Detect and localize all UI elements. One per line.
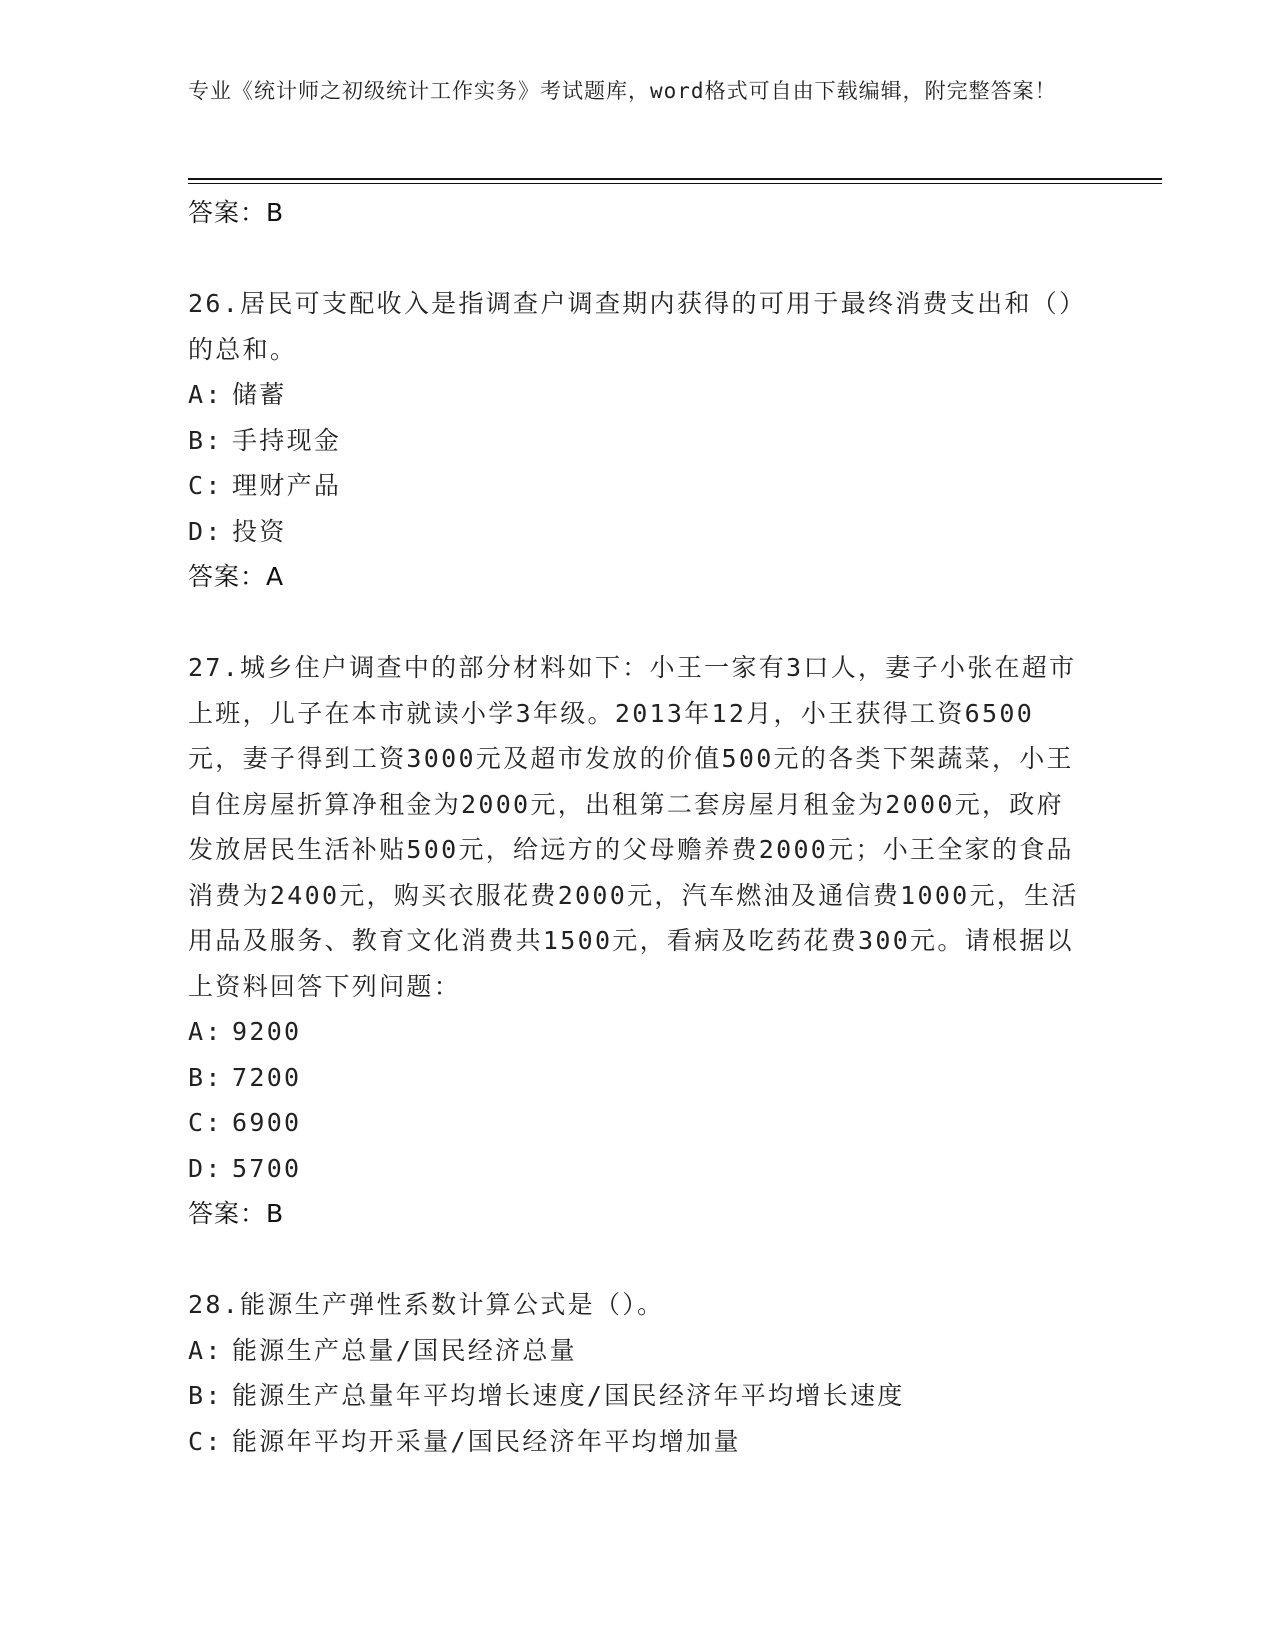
question-28 — [188, 1282, 1088, 1464]
option-key: A: — [188, 380, 223, 409]
option-key: A: — [188, 1335, 223, 1365]
option-text: 理财产品 — [232, 471, 342, 500]
option-a — [188, 372, 1088, 418]
question-stem: 27.城乡住户调查中的部分材料如下：小王一家有3口人，妻子小张在超市上班，儿子在本市就读小学3年级。2013年12月，小王获得工资6500元，妻子得到工资3000元及超市发放的价值500元的各类下架蔬菜，小王自住房屋折算净租金为2000元，出租第二套房屋月租金为2000元，政府发放居民生活补贴500元，给远方的父母赡养费2000元；小王全家的食品消费为2400元，购买衣服花费2000元，汽车燃油及通信费1000元，生活用品及服务、教育文化消费共1500元，看病及吃药花费300元。请根据以上资料回答下列问题： — [188, 653, 1079, 1001]
option-c — [188, 463, 1088, 509]
option-key: C: — [188, 1108, 223, 1137]
option-key: C: — [188, 1426, 223, 1456]
option-text: 7200 — [232, 1062, 302, 1092]
option-key: B: — [188, 425, 223, 455]
option-text: 投资 — [232, 516, 287, 546]
answer: 答案：A — [188, 562, 285, 591]
option-b — [188, 1373, 1088, 1419]
option-key: D: — [188, 1153, 223, 1183]
question-stem: 28.能源生产弹性系数计算公式是（）。 — [188, 1290, 665, 1319]
option-text: 能源生产总量年平均增长速度/国民经济年平均增长速度 — [232, 1381, 905, 1410]
option-text: 能源生产总量/国民经济总量 — [232, 1335, 577, 1365]
option-key: C: — [188, 471, 223, 500]
previous-answer: 答案：B — [188, 198, 285, 227]
option-a — [188, 1009, 1088, 1055]
option-key: B: — [188, 1062, 223, 1092]
option-text: 手持现金 — [232, 425, 342, 455]
option-b — [188, 418, 1088, 464]
option-key: A: — [188, 1017, 223, 1046]
option-d — [188, 1146, 1088, 1192]
option-text: 储蓄 — [232, 380, 287, 409]
question-27 — [188, 645, 1088, 1236]
option-a — [188, 1328, 1088, 1374]
option-text: 6900 — [232, 1108, 302, 1137]
header-divider-thick — [188, 178, 1162, 180]
question-stem: 26.居民可支配收入是指调查户调查期内获得的可用于最终消费支出和（）的总和。 — [188, 289, 1087, 364]
answer: 答案：B — [188, 1199, 285, 1228]
option-text: 9200 — [232, 1017, 302, 1046]
option-key: D: — [188, 516, 223, 546]
option-text: 能源年平均开采量/国民经济年平均增加量 — [232, 1426, 741, 1456]
question-26 — [188, 281, 1088, 599]
option-text: 5700 — [232, 1153, 302, 1183]
page-header: 专业《统计师之初级统计工作实务》考试题库，word格式可自由下载编辑，附完整答案！ — [188, 79, 1057, 103]
option-d — [188, 509, 1088, 555]
option-b — [188, 1055, 1088, 1101]
option-key: B: — [188, 1381, 223, 1410]
question-list — [188, 190, 1088, 1464]
header-divider-thin — [188, 183, 1162, 184]
option-c — [188, 1419, 1088, 1465]
option-c — [188, 1100, 1088, 1146]
